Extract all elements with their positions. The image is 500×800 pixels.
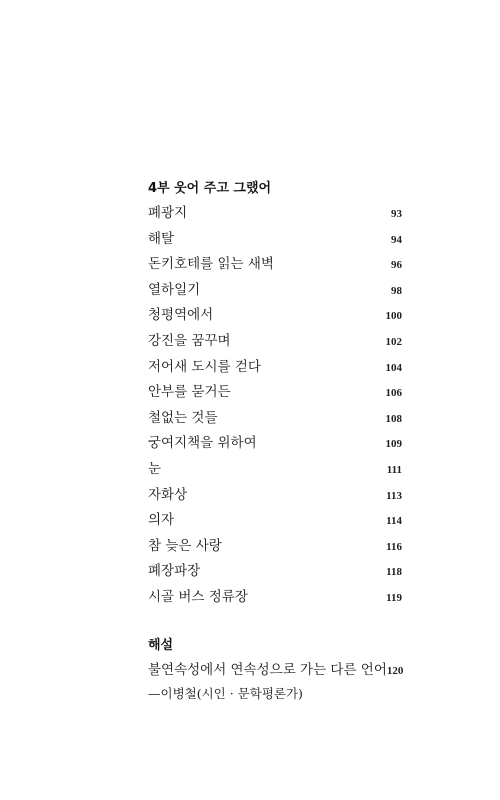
commentary-author: —이병철(시인 · 문학평론가) xyxy=(148,686,303,701)
toc-entry[interactable] xyxy=(148,457,402,483)
toc-entry-page: 96 xyxy=(391,259,402,272)
toc-entry-title: 돈키호테를 읽는 새벽 xyxy=(148,256,274,273)
toc-entry-page: 116 xyxy=(386,540,402,553)
toc-entry-title: 궁여지책을 위하여 xyxy=(148,435,257,452)
toc-entry[interactable] xyxy=(148,585,402,611)
toc-entry-title: 안부를 묻거든 xyxy=(148,384,231,401)
toc-entry-page: 114 xyxy=(386,515,402,528)
toc-entry-title: 불연속성에서 연속성으로 가는 다른 언어 xyxy=(148,662,387,678)
toc-entry-title: 철없는 것들 xyxy=(148,409,218,426)
toc-entry[interactable] xyxy=(148,534,402,560)
part4-toc-list xyxy=(148,201,402,611)
commentary-toc-list xyxy=(148,658,402,684)
toc-entry-title: 저어새 도시를 걷다 xyxy=(148,358,261,375)
toc-entry[interactable] xyxy=(148,201,402,227)
toc-entry-title: 눈 xyxy=(148,460,162,477)
toc-entry[interactable] xyxy=(148,329,402,355)
toc-entry[interactable] xyxy=(148,227,402,253)
toc-entry-page: 118 xyxy=(386,566,402,579)
toc-entry[interactable] xyxy=(148,431,402,457)
toc-entry[interactable] xyxy=(148,380,402,406)
toc-entry-page: 106 xyxy=(385,387,402,400)
toc-entry[interactable] xyxy=(148,559,402,585)
toc-entry-title: 해탈 xyxy=(148,230,175,247)
toc-entry-page: 109 xyxy=(385,438,402,451)
toc-entry[interactable] xyxy=(148,278,402,304)
toc-entry-page: 108 xyxy=(385,412,402,425)
toc-entry-title: 의자 xyxy=(148,512,175,529)
toc-entry-page: 93 xyxy=(391,208,402,220)
commentary-heading: 해설 xyxy=(148,638,174,653)
toc-entry-page: 113 xyxy=(386,489,402,502)
toc-entry-title: 열하일기 xyxy=(148,281,201,298)
toc-entry-page: 102 xyxy=(385,335,402,348)
toc-entry-page: 94 xyxy=(391,233,402,246)
part4-heading: 4부 웃어 주고 그랬어 xyxy=(148,181,272,196)
toc-entry[interactable] xyxy=(148,406,402,432)
toc-entry-page: 98 xyxy=(391,284,402,297)
toc-entry[interactable] xyxy=(148,658,402,684)
toc-entry[interactable] xyxy=(148,508,402,534)
toc-entry-page: 120 xyxy=(386,665,404,677)
toc-entry-title: 강진을 꿈꾸며 xyxy=(148,332,231,349)
toc-entry-title: 참 늦은 사랑 xyxy=(148,537,222,554)
toc-entry[interactable] xyxy=(148,252,402,278)
toc-entry-title: 청평역에서 xyxy=(148,307,214,324)
toc-entry-title: 자화상 xyxy=(148,486,188,503)
toc-entry-title: 폐장파장 xyxy=(148,563,201,580)
toc-entry[interactable] xyxy=(148,303,402,329)
toc-entry-title: 시골 버스 정류장 xyxy=(148,588,248,605)
toc-entry[interactable] xyxy=(148,355,402,381)
toc-entry-page: 119 xyxy=(386,591,402,604)
toc-entry[interactable] xyxy=(148,483,402,509)
toc-entry-page: 104 xyxy=(385,361,402,374)
toc-entry-page: 111 xyxy=(386,463,402,476)
toc-entry-title: 폐광지 xyxy=(148,205,188,221)
toc-entry-page: 100 xyxy=(385,310,402,323)
